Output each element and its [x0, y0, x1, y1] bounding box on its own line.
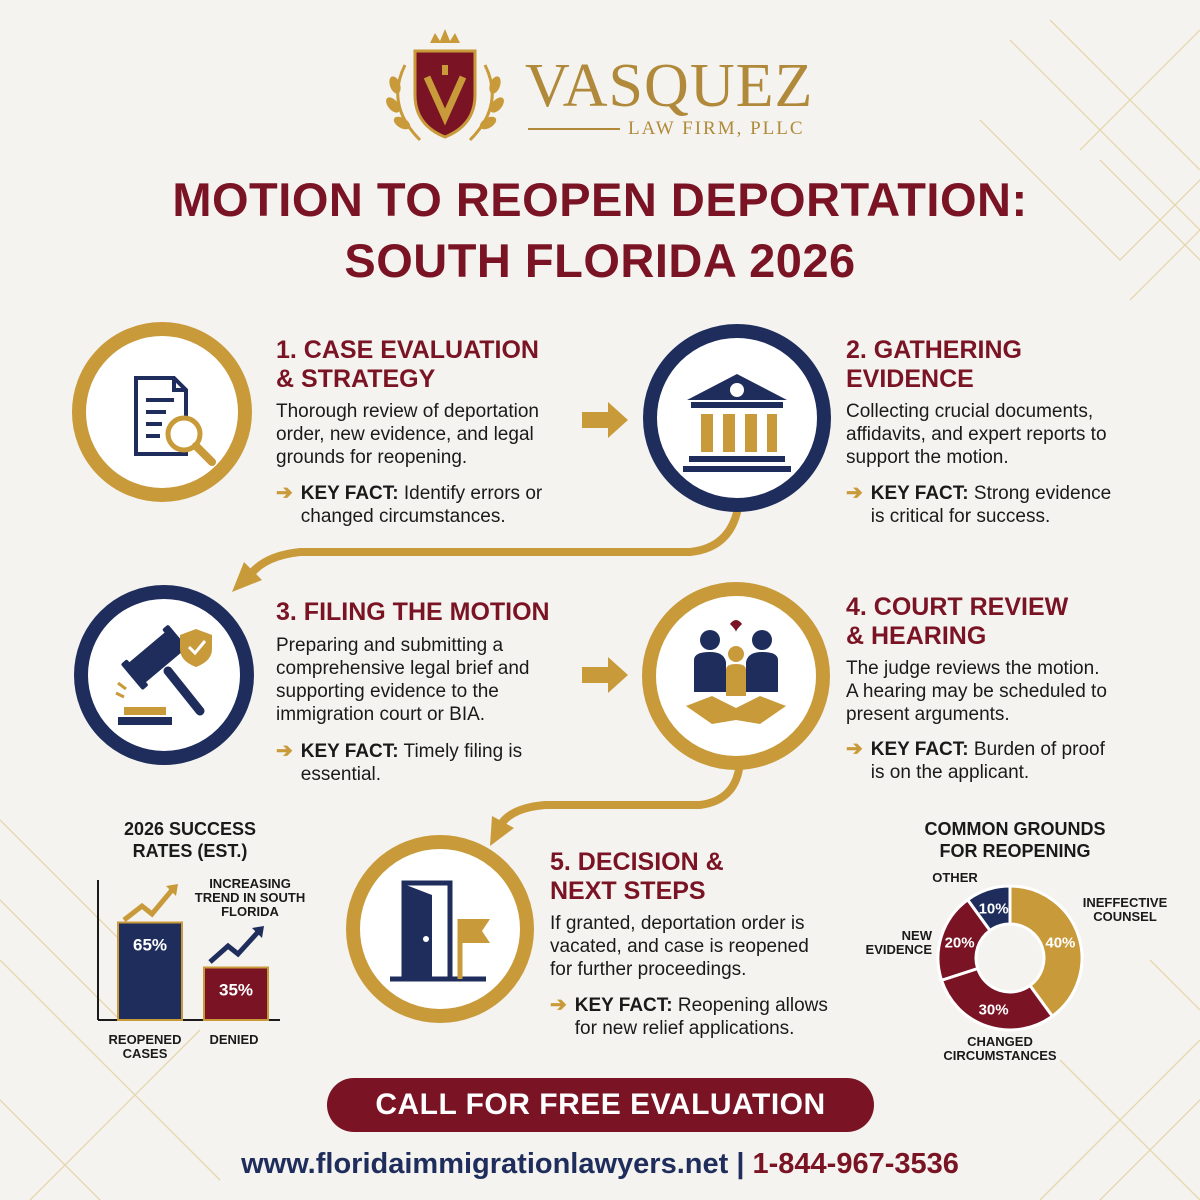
slice-label-changed-circumstances: CHANGED CIRCUMSTANCES — [943, 1034, 1057, 1063]
footer-separator: | — [728, 1148, 753, 1180]
success-rates-bar-chart — [90, 870, 290, 1030]
page-title-line1: MOTION TO REOPEN DEPORTATION: — [172, 173, 1028, 226]
step3-title: 3. FILING THE MOTION — [276, 598, 550, 626]
document-search-icon — [86, 336, 238, 488]
step3-icon-circle — [74, 585, 254, 765]
grounds-title: COMMON GROUNDS FOR REOPENING — [924, 819, 1106, 861]
step4-description: The judge reviews the motion. A hearing may be scheduled to present arguments. — [846, 658, 1107, 725]
grounds-donut-chart — [920, 868, 1100, 1048]
step1-fact-text: Identify errors or changed circumstances. — [300, 483, 543, 527]
step5-fact-text: Reopening allows for new relief applications. — [574, 995, 828, 1039]
arrow-icon: ➔ — [276, 740, 293, 762]
step4-title: 4. COURT REVIEW & HEARING — [846, 593, 1069, 650]
step4-icon-circle — [642, 582, 830, 770]
arrow-icon: ➔ — [846, 738, 863, 760]
page-title-line2: SOUTH FLORIDA 2026 — [344, 234, 856, 287]
key-fact-label: KEY FACT: — [870, 739, 969, 760]
call-for-evaluation-button[interactable]: CALL FOR FREE EVALUATION — [327, 1078, 874, 1132]
trend-label: INCREASING TREND IN SOUTH FLORIDA — [194, 876, 306, 919]
step2-icon-circle — [643, 324, 831, 512]
step1-key-fact — [276, 482, 542, 528]
bar-value-label-0: 65% — [132, 935, 168, 955]
step4-fact-text: Burden of proof is on the applicant. — [870, 739, 1105, 783]
step2-description: Collecting crucial documents, affidavits, and expert reports to support the motion. — [846, 401, 1107, 468]
slice-label-other: OTHER — [932, 870, 978, 885]
brand-name: VASQUEZ — [525, 52, 814, 120]
trend-arrow-icon — [124, 890, 172, 920]
success-rates-title: 2026 SUCCESS RATES (EST.) — [123, 819, 257, 861]
slice-label-new-evidence: NEW EVIDENCE — [865, 928, 932, 957]
step1-description: Thorough review of deportation order, new evidence, and legal grounds for reopening. — [276, 401, 539, 468]
slice-label-ineffective-counsel: INEFFECTIVE COUNSEL — [1082, 895, 1168, 924]
footer-contact — [0, 1148, 1200, 1181]
step2-key-fact — [846, 482, 1111, 528]
step4-key-fact — [846, 738, 1105, 784]
arrow-icon: ➔ — [550, 994, 567, 1016]
step5-title: 5. DECISION & NEXT STEPS — [550, 848, 724, 905]
step2-title: 2. GATHERING EVIDENCE — [846, 336, 1022, 393]
key-fact-label: KEY FACT: — [300, 483, 399, 504]
step2-fact-text: Strong evidence is critical for success. — [870, 483, 1112, 527]
step5-icon-circle — [346, 835, 534, 1023]
arrow-icon: ➔ — [276, 482, 293, 504]
step5-description: If granted, deportation order is vacated, and case is reopened for further proceedings. — [550, 913, 809, 980]
step3-fact-text: Timely filing is essential. — [300, 741, 523, 785]
step1-icon-circle — [72, 322, 252, 502]
bar-value-label-1: 35% — [218, 980, 254, 1000]
open-door-flag-icon — [360, 849, 520, 1009]
step3-description: Preparing and submitting a comprehensive legal brief and supporting evidence to the immigration court or BIA. — [276, 635, 530, 725]
step3-key-fact — [276, 740, 522, 786]
step1-title: 1. CASE EVALUATION & STRATEGY — [276, 336, 539, 393]
family-handshake-icon — [656, 596, 816, 756]
phone-link[interactable]: 1-844-967-3536 — [752, 1148, 959, 1180]
courthouse-icon — [657, 338, 817, 498]
gavel-icon — [88, 599, 240, 751]
trend-arrow-icon-2 — [210, 932, 258, 962]
donut-value-label-3: 10% — [978, 900, 1009, 918]
key-fact-label: KEY FACT: — [574, 995, 673, 1016]
bar-label-denied: DENIED — [209, 1032, 259, 1047]
donut-value-label-0: 40% — [1045, 934, 1076, 952]
brand-subtitle: LAW FIRM, PLLC — [628, 118, 805, 139]
donut-slice-1 — [942, 969, 1053, 1030]
key-fact-label: KEY FACT: — [300, 741, 399, 762]
bar-label-reopened: REOPENED CASES — [108, 1032, 182, 1061]
donut-value-label-2: 20% — [944, 934, 975, 952]
key-fact-label: KEY FACT: — [870, 483, 969, 504]
donut-value-label-1: 30% — [978, 1001, 1009, 1019]
website-link[interactable]: www.floridaimmigrationlawyers.net — [241, 1148, 729, 1180]
step5-key-fact — [550, 994, 828, 1040]
arrow-icon: ➔ — [846, 482, 863, 504]
